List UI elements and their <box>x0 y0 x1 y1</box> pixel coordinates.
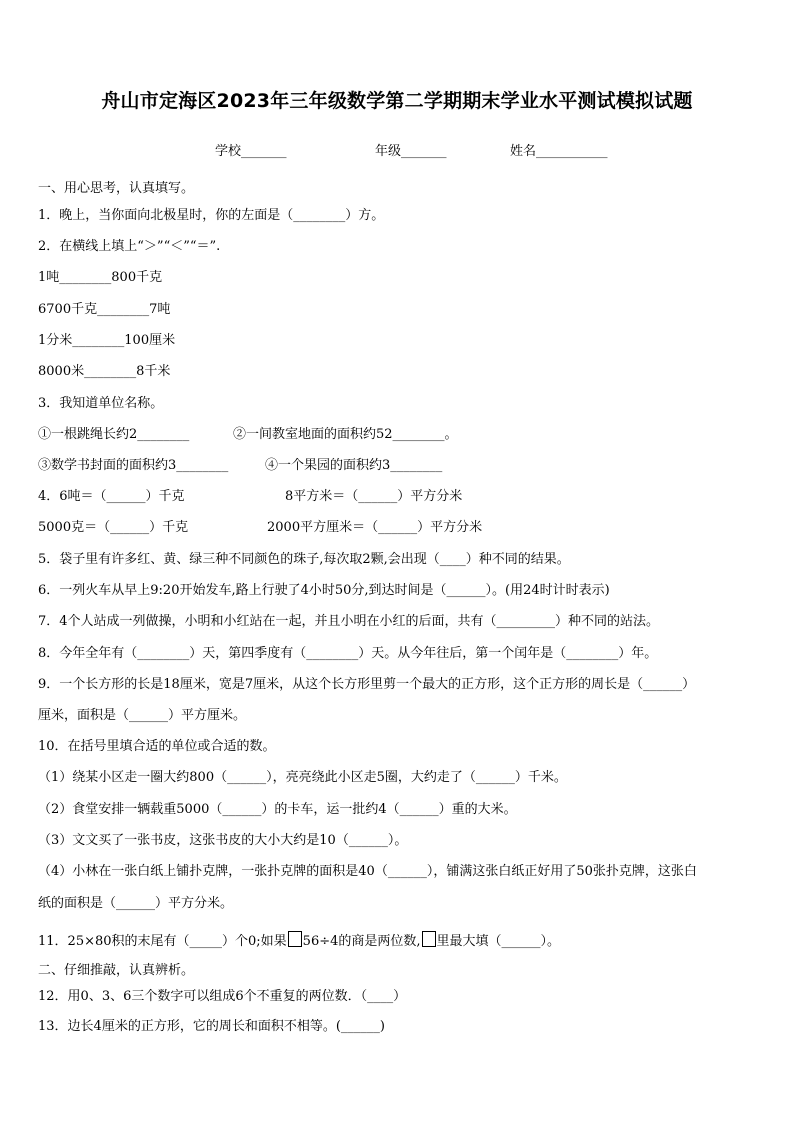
question-11 <box>38 931 560 951</box>
question-10-item-4-cont: 纸的面积是（______）平方分米。 <box>38 896 234 911</box>
question-2-item-1: 1吨________800千克 <box>38 270 163 285</box>
section-heading-1: 一、用心思考，认真填写。 <box>38 181 195 196</box>
question-10: 10．在括号里填合适的单位或合适的数。 <box>38 739 276 754</box>
question-12: 12．用0、3、6三个数字可以组成6个不重复的两位数．（____） <box>38 989 407 1004</box>
question-10-item-3: （3）文文买了一张书皮，这张书皮的大小大约是10（______）。 <box>38 833 408 848</box>
question-3-item-2: ②一间教室地面的面积约52________。 <box>233 427 458 442</box>
question-3-item-4: ④一个果园的面积约3________ <box>265 458 443 473</box>
question-5: 5．袋子里有许多红、黄、绿三种不同颜色的珠子,每次取2颗,会出现（____）种不同的结果。 <box>38 552 570 567</box>
question-3-item-3: ③数学书封面的面积约3________ <box>38 458 229 473</box>
question-10-item-1: （1）绕某小区走一圈大约800（______），亮亮绕此小区走5圈，大约走了（______）千米。 <box>38 770 567 785</box>
question-13: 13．边长4厘米的正方形，它的周长和面积不相等。(______) <box>38 1019 385 1034</box>
question-4-item-2: 8平方米＝（______）平方分米 <box>285 489 463 504</box>
section-heading-2: 二、仔细推敲，认真辨析。 <box>38 963 195 978</box>
question-1: 1．晚上，当你面向北极星时，你的左面是（________）方。 <box>38 208 385 223</box>
name-field: 姓名___________ <box>510 144 608 159</box>
question-10-item-4: （4）小林在一张白纸上铺扑克牌，一张扑克牌的面积是40（______），铺满这张白纸正好用了50张扑克牌，这张白 <box>38 864 697 879</box>
question-10-item-2: （2）食堂安排一辆载重5000（______）的卡车，运一批约4（______）重的大米。 <box>38 802 517 817</box>
question-2-item-4: 8000米________8千米 <box>38 364 171 379</box>
school-field: 学校_______ <box>215 144 287 159</box>
question-4-item-4: 2000平方厘米＝（______）平方分米 <box>267 520 483 535</box>
question-3: 3．我知道单位名称。 <box>38 396 164 411</box>
blank-box-icon <box>288 931 302 947</box>
question-8: 8．今年全年有（________）天，第四季度有（________）天。从今年往后，第一个闰年是（________）年。 <box>38 646 658 661</box>
question-4-item-1: 4．6吨＝（______）千克 <box>38 489 185 504</box>
question-11-part-3: 里最大填（______）。 <box>436 934 561 949</box>
question-3-item-1: ①一根跳绳长约2________ <box>38 427 190 442</box>
question-2-item-2: 6700千克________7吨 <box>38 302 171 317</box>
question-7: 7．4个人站成一列做操，小明和小红站在一起，并且小明在小红的后面，共有（_________）种不同的站法。 <box>38 614 660 629</box>
question-11-part-2: 56÷4的商是两位数, <box>302 934 421 949</box>
grade-field: 年级_______ <box>375 144 447 159</box>
question-11-part-1: 11．25×80积的末尾有（_____）个0;如果 <box>38 934 287 949</box>
question-2: 2．在横线上填上“＞”“＜”“＝”. <box>38 239 221 254</box>
question-9-line-2: 厘米，面积是（______）平方厘米。 <box>38 708 247 723</box>
question-4-item-3: 5000克＝（______）千克 <box>38 520 189 535</box>
question-2-item-3: 1分米________100厘米 <box>38 333 176 348</box>
question-6: 6．一列火车从早上9:20开始发车,路上行驶了4小时50分,到达时间是（______）。(用24时计时表示) <box>38 583 610 598</box>
blank-box-icon <box>422 931 436 947</box>
page-title: 舟山市定海区2023年三年级数学第二学期期末学业水平测试模拟试题 <box>101 90 693 112</box>
question-9-line-1: 9．一个长方形的长是18厘米，宽是7厘米，从这个长方形里剪一个最大的正方形，这个正方形的周长是（______） <box>38 677 696 692</box>
